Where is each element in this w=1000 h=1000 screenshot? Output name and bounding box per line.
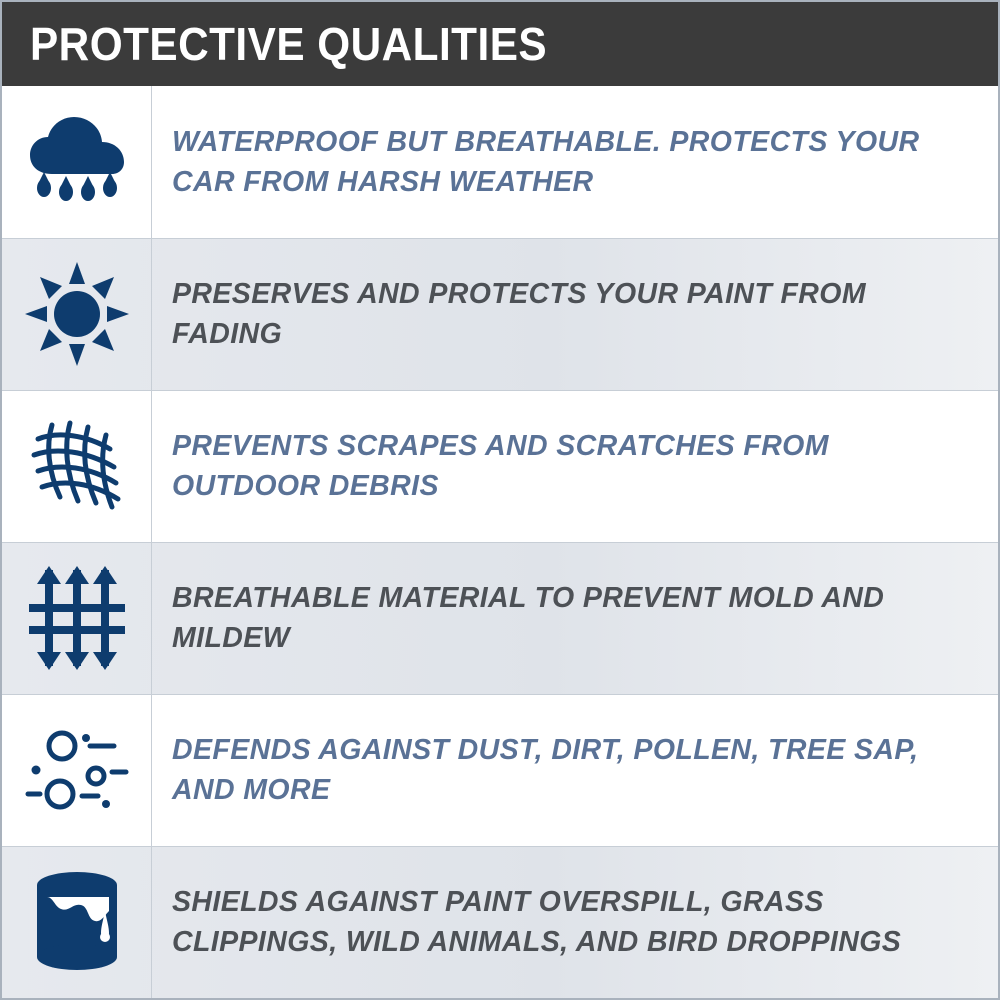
breathable-airflow-icon [23, 564, 131, 672]
feature-row [2, 542, 998, 694]
text-cell [152, 238, 998, 390]
feature-row [2, 846, 998, 998]
text-cell [152, 86, 998, 238]
page-title: PROTECTIVE QUALITIES [30, 18, 548, 70]
header-bar [2, 2, 998, 86]
feature-row [2, 694, 998, 846]
feature-text: DEFENDS AGAINST DUST, DIRT, POLLEN, TREE SAP, AND MORE [172, 733, 919, 806]
feature-text: PRESERVES AND PROTECTS YOUR PAINT FROM FADING [172, 277, 866, 350]
feature-text: BREATHABLE MATERIAL TO PREVENT MOLD AND MILDEW [172, 581, 885, 654]
paint-can-icon [27, 867, 127, 977]
feature-text: WATERPROOF BUT BREATHABLE. PROTECTS YOUR CAR FROM HARSH WEATHER [172, 125, 920, 198]
icon-cell [2, 238, 152, 390]
text-cell [152, 694, 998, 846]
feature-text: SHIELDS AGAINST PAINT OVERSPILL, GRASS CLIPPINGS, WILD ANIMALS, AND BIRD DROPPINGS [172, 885, 902, 958]
icon-cell [2, 390, 152, 542]
icon-cell [2, 846, 152, 998]
icon-cell [2, 542, 152, 694]
feature-text: PREVENTS SCRAPES AND SCRATCHES FROM OUTDOOR DEBRIS [172, 429, 829, 502]
feature-row [2, 86, 998, 238]
dust-particles-icon [22, 720, 132, 820]
text-cell [152, 846, 998, 998]
text-cell [152, 542, 998, 694]
scratch-mesh-icon [24, 413, 130, 519]
feature-row [2, 238, 998, 390]
sun-icon [25, 262, 129, 366]
text-cell [152, 390, 998, 542]
rain-cloud-icon [22, 112, 132, 212]
icon-cell [2, 86, 152, 238]
feature-row [2, 390, 998, 542]
feature-list [2, 86, 998, 998]
icon-cell [2, 694, 152, 846]
